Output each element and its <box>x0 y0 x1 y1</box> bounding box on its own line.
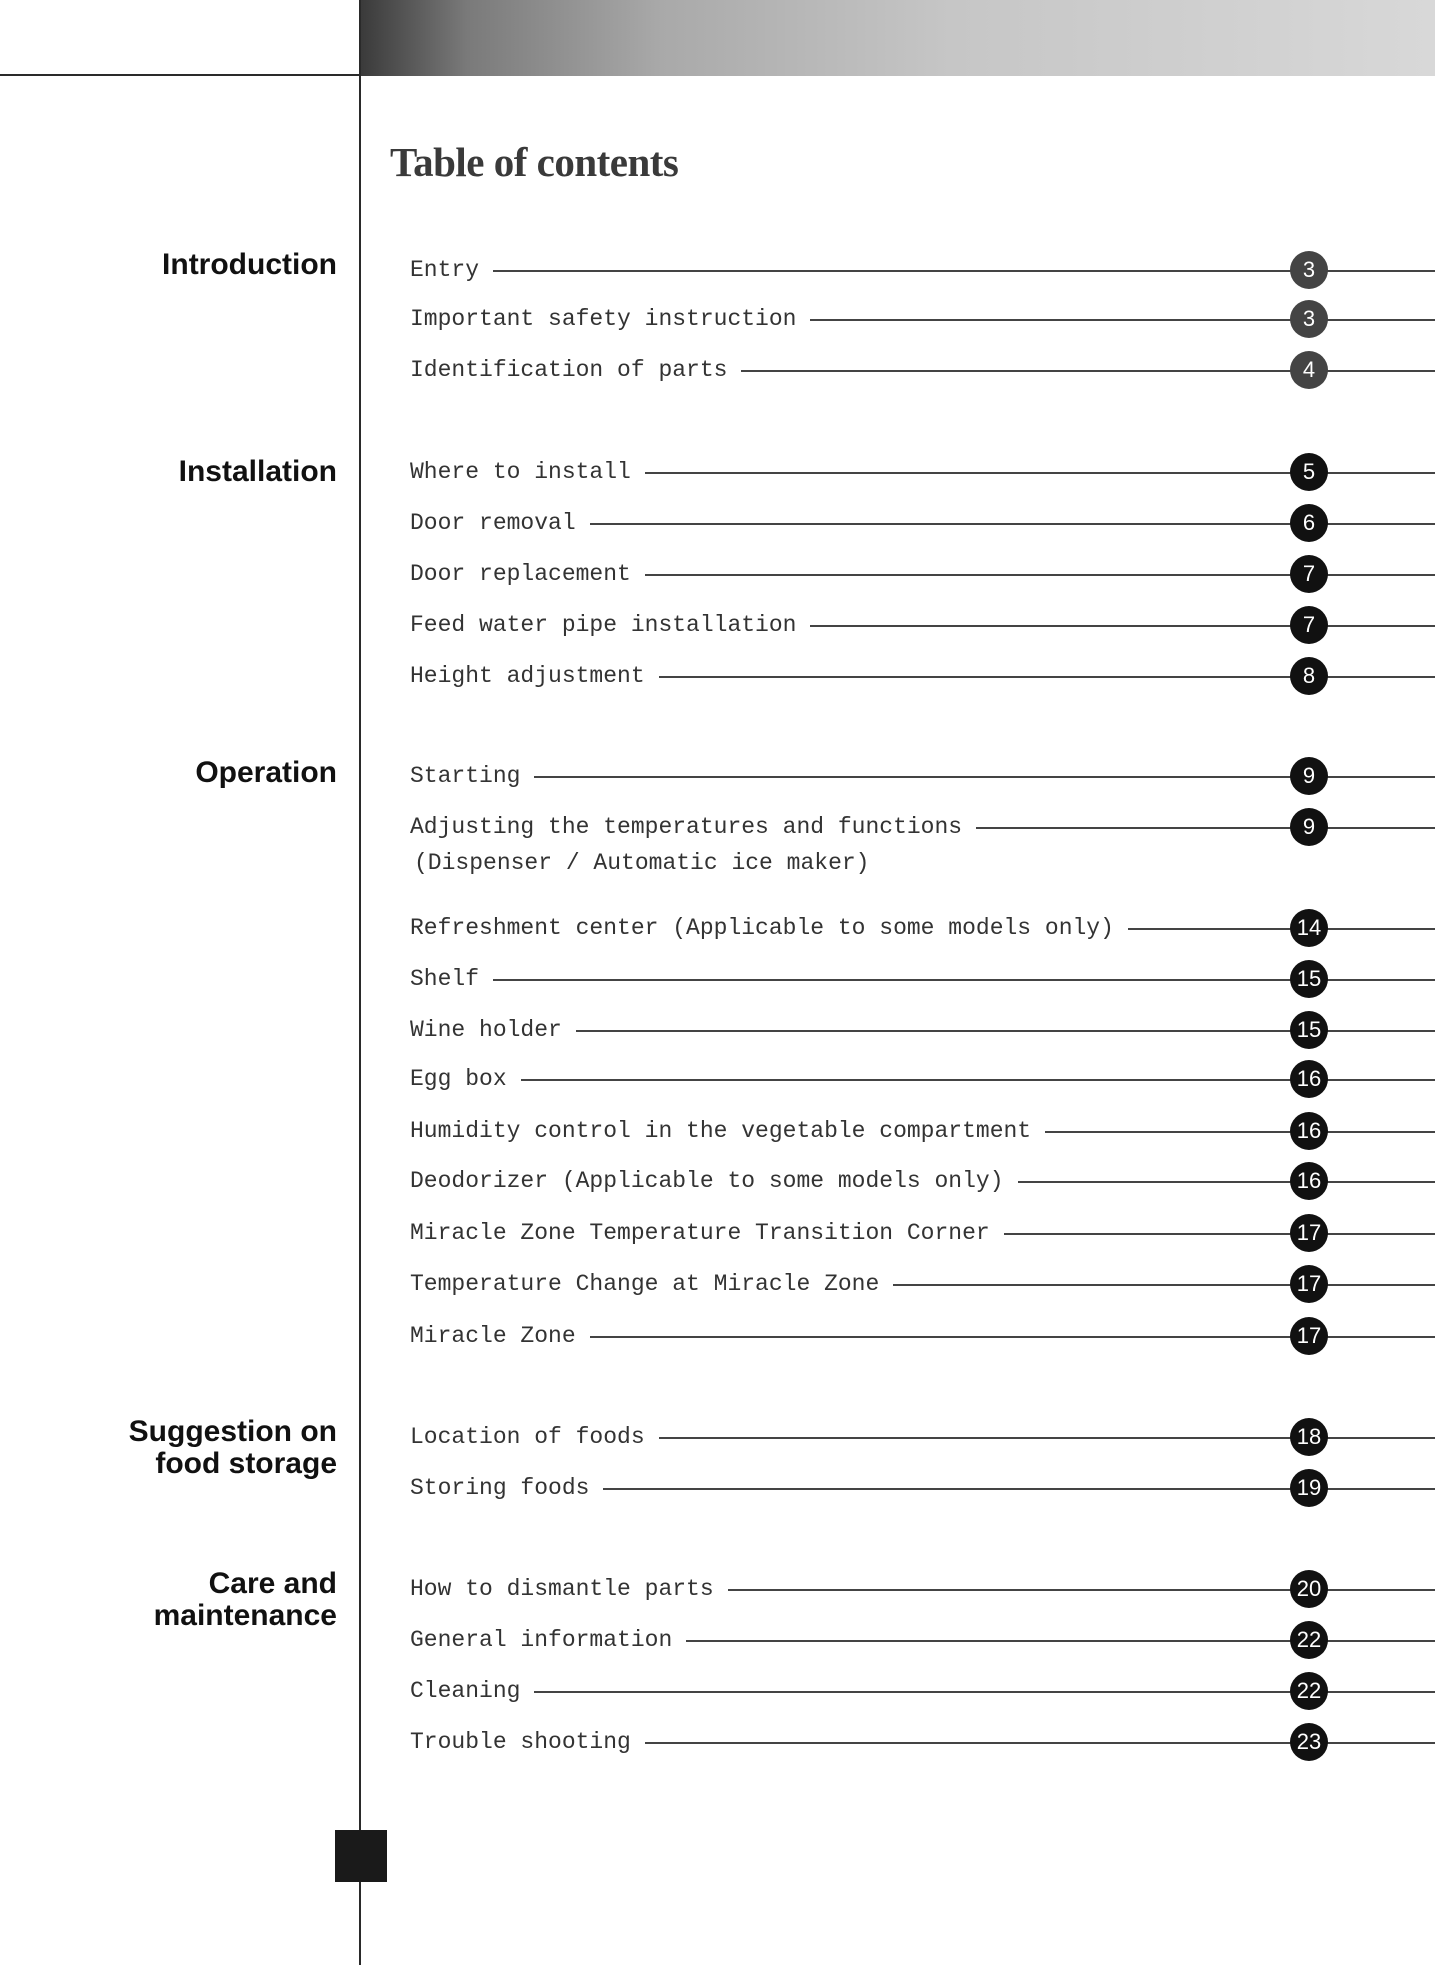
section-title: Care and maintenance <box>153 1567 337 1632</box>
entry-label-text: Wine holder <box>410 1017 562 1043</box>
page-number-badge: 17 <box>1290 1214 1328 1252</box>
page-number-badge: 15 <box>1290 960 1328 998</box>
page-number-badge: 7 <box>1290 555 1328 593</box>
entry-label <box>410 1016 576 1044</box>
page-number-badge: 3 <box>1290 300 1328 338</box>
toc-entry[interactable] <box>410 1569 1435 1609</box>
header-rule <box>0 74 360 76</box>
entry-label <box>410 1322 590 1350</box>
entry-label <box>410 1270 893 1298</box>
entry-label <box>410 611 810 639</box>
page-number-badge: 16 <box>1290 1060 1328 1098</box>
entry-label <box>410 965 493 993</box>
section-title: Introduction <box>162 248 337 281</box>
toc-entry[interactable] <box>410 503 1435 543</box>
page-number-badge: 22 <box>1290 1672 1328 1710</box>
entry-label-text: Miracle Zone <box>410 1323 576 1349</box>
entry-label-text: Starting <box>410 763 521 789</box>
page-number-badge: 17 <box>1290 1317 1328 1355</box>
toc-entry[interactable] <box>410 1722 1435 1762</box>
toc-entry[interactable] <box>410 452 1435 492</box>
page-number-badge: 17 <box>1290 1265 1328 1303</box>
entry-label <box>410 762 534 790</box>
entry-label-text: Deodorizer (Applicable to some models only) <box>410 1168 1004 1194</box>
entry-label <box>410 1219 1004 1247</box>
entry-label-text: Miracle Zone Temperature Transition Corner <box>410 1220 990 1246</box>
page-number-badge: 6 <box>1290 504 1328 542</box>
toc-entry[interactable] <box>410 605 1435 645</box>
toc-entry[interactable] <box>410 1010 1435 1050</box>
entry-label-text: Door replacement <box>410 561 631 587</box>
toc-entry[interactable] <box>410 1111 1435 1151</box>
entry-label-text: Important safety instruction <box>410 306 797 332</box>
toc-entry[interactable] <box>410 1468 1435 1508</box>
entry-label <box>410 1626 686 1654</box>
page-number-badge: 18 <box>1290 1418 1328 1456</box>
toc-entry[interactable] <box>410 299 1435 339</box>
page-number-badge: 7 <box>1290 606 1328 644</box>
page-number-badge: 4 <box>1290 351 1328 389</box>
page-number-badge: 22 <box>1290 1621 1328 1659</box>
section-title: Suggestion on food storage <box>128 1415 337 1480</box>
page-number-badge: 14 <box>1290 909 1328 947</box>
toc-entry[interactable] <box>410 1264 1435 1304</box>
toc-entry[interactable] <box>410 1620 1435 1660</box>
entry-label <box>410 509 590 537</box>
entry-label <box>410 1677 534 1705</box>
page-number-badge: 15 <box>1290 1011 1328 1049</box>
toc-entry[interactable] <box>410 959 1435 999</box>
entry-label <box>410 662 659 690</box>
page-number-badge: 5 <box>1290 453 1328 491</box>
entry-label-text: General information <box>410 1627 673 1653</box>
leader-line <box>410 1691 1435 1693</box>
toc-entry[interactable] <box>410 554 1435 594</box>
leader-line <box>410 1079 1435 1081</box>
entry-label-text: Humidity control in the vegetable compartment <box>410 1118 1032 1144</box>
entry-label <box>410 356 741 384</box>
page-marker-square <box>335 1830 387 1882</box>
entry-label-text: Adjusting the temperatures and functions <box>410 814 963 840</box>
entry-label-text: Refreshment center (Applicable to some models only) <box>410 915 1114 941</box>
toc-entry[interactable] <box>410 1316 1435 1356</box>
entry-label <box>410 256 493 284</box>
entry-label <box>410 560 645 588</box>
entry-label <box>410 1728 645 1756</box>
margin-rule <box>359 0 361 1965</box>
page-number-badge: 9 <box>1290 757 1328 795</box>
entry-label-text: Cleaning <box>410 1678 521 1704</box>
page-number-badge: 8 <box>1290 657 1328 695</box>
entry-label <box>410 458 645 486</box>
entry-sublabel: (Dispenser / Automatic ice maker) <box>414 850 870 876</box>
entry-label-text: Storing foods <box>410 1475 590 1501</box>
toc-entry[interactable] <box>410 656 1435 696</box>
entry-label-text: Shelf <box>410 966 480 992</box>
toc-entry[interactable] <box>410 807 1435 876</box>
leader-line <box>410 776 1435 778</box>
entry-label-text: How to dismantle parts <box>410 1576 714 1602</box>
entry-label-text: Where to install <box>410 459 631 485</box>
entry-label-text: Temperature Change at Miracle Zone <box>410 1271 880 1297</box>
entry-label-text: Trouble shooting <box>410 1729 631 1755</box>
entry-label-text: Door removal <box>410 510 576 536</box>
entry-label-text: Entry <box>410 257 480 283</box>
entry-label <box>410 1575 728 1603</box>
entry-label <box>410 914 1128 942</box>
entry-label-text: Location of foods <box>410 1424 645 1450</box>
toc-entry[interactable] <box>410 908 1435 948</box>
page-number-badge: 9 <box>1290 808 1328 846</box>
section-title: Installation <box>178 455 337 488</box>
page-number-badge: 3 <box>1290 251 1328 289</box>
toc-entry[interactable] <box>410 1059 1435 1099</box>
toc-entry[interactable] <box>410 1671 1435 1711</box>
entry-label <box>410 1474 603 1502</box>
page-number-badge: 23 <box>1290 1723 1328 1761</box>
entry-label <box>410 1423 659 1451</box>
entry-label-text: Feed water pipe installation <box>410 612 797 638</box>
entry-label-text: Height adjustment <box>410 663 645 689</box>
toc-entry[interactable] <box>410 1213 1435 1253</box>
page-title: Table of contents <box>390 139 679 185</box>
page-number-badge: 19 <box>1290 1469 1328 1507</box>
entry-label <box>410 1117 1045 1145</box>
entry-label-text: Identification of parts <box>410 357 728 383</box>
entry-label <box>410 1065 521 1093</box>
page-number-badge: 16 <box>1290 1162 1328 1200</box>
toc-entry[interactable] <box>410 1417 1435 1457</box>
entry-label <box>410 1167 1018 1195</box>
page-number-badge: 16 <box>1290 1112 1328 1150</box>
toc-entry[interactable] <box>410 350 1435 390</box>
section-title: Operation <box>195 756 337 789</box>
entry-label <box>410 813 976 877</box>
entry-label-text: Egg box <box>410 1066 507 1092</box>
toc-entry[interactable] <box>410 250 1435 290</box>
entry-label <box>410 305 810 333</box>
toc-entry[interactable] <box>410 756 1435 796</box>
toc-entry[interactable] <box>410 1161 1435 1201</box>
leader-line <box>410 979 1435 981</box>
leader-line <box>410 270 1435 272</box>
header-gradient-band <box>360 0 1435 76</box>
page-number-badge: 20 <box>1290 1570 1328 1608</box>
